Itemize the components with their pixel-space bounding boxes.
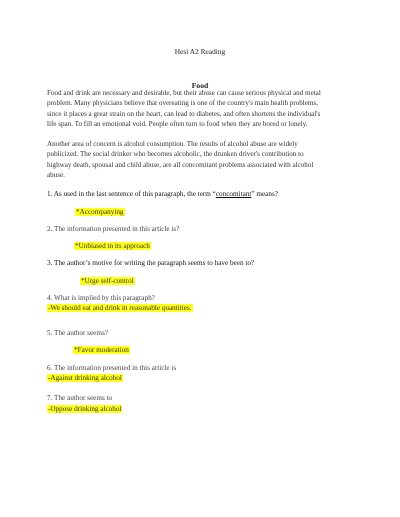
answer-3	[80, 277, 135, 285]
paragraph-line: abuse.	[47, 170, 65, 179]
answer-highlight: *Unbiased in its approach	[75, 242, 150, 250]
document-title: Hesi A2 Reading	[174, 47, 226, 56]
question-text: 1. As used in the last sentence of this paragraph, the term “	[47, 190, 216, 198]
answer-5	[73, 346, 130, 354]
question-5: 5. The author seems?	[47, 329, 108, 337]
question-3: 3. The author’s motive for writing the paragraph seems to have been to?	[47, 259, 255, 267]
paragraph-line: life span. To fill an emotional void. People often turn to food when they are bored or lonely.	[47, 119, 308, 128]
paragraph-line: since it places a great strain on the heart, can lead to diabetes, and often shortens the individual's	[47, 109, 321, 118]
paragraph-alcohol	[47, 139, 367, 180]
answer-highlight: -We should eat and drink in reasonable quantities.	[48, 304, 192, 312]
answer-highlight: -Against drinking alcohol	[48, 374, 122, 382]
answer-4	[47, 304, 193, 312]
question-7: 7. The author seems to	[47, 394, 113, 402]
question-6: 6. The information presented in this article is	[47, 364, 177, 372]
answer-highlight: *Accompanying	[76, 208, 124, 216]
question-2: 2. The information presented in this article is?	[47, 225, 180, 233]
paragraph-line: publicized. The social drinker who becomes alcoholic, the drunken driver's contribution to	[47, 150, 304, 159]
answer-6	[47, 374, 123, 382]
question-text: ” means?	[251, 190, 278, 198]
question-4: 4. What is implied by this paragraph?	[47, 294, 155, 302]
answer-2	[74, 242, 151, 250]
paragraph-line: Another area of concern is alcohol consumption. The results of alcohol abuse are widely	[47, 140, 298, 148]
paragraph-food	[47, 88, 367, 129]
answer-highlight: *Favor moderation	[74, 346, 129, 354]
question-1	[47, 190, 278, 198]
answer-7	[47, 405, 122, 413]
paragraph-line: Food and drink are necessary and desirable, but their abuse can cause serious physical and metal	[47, 89, 321, 97]
question-term: concomitant	[215, 190, 252, 198]
paragraph-line: highway death, spousal and child abuse, are all concomitant problems associated with alcohol	[47, 160, 314, 169]
section-title: Food	[191, 81, 209, 90]
answer-highlight: -Oppose drinking alcohol	[48, 405, 122, 413]
paragraph-line: problem. Many physicians believe that overeating is one of the country's main health problems,	[47, 99, 318, 108]
answer-highlight: *Urge self-control	[81, 277, 134, 285]
answer-1	[75, 208, 125, 216]
